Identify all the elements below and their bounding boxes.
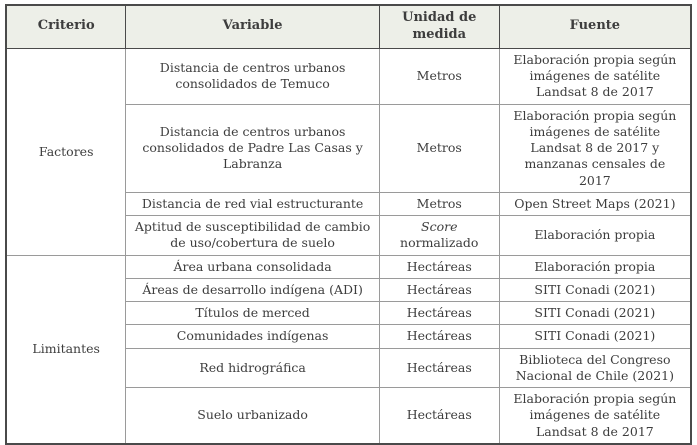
table-row	[6, 255, 691, 278]
fuente-cell: SITI Conadi (2021)	[499, 302, 691, 325]
unidad-cell: Hectáreas	[379, 348, 499, 388]
fuente-cell: Elaboración propia	[499, 255, 691, 278]
variable-cell: Distancia de red vial estructurante	[126, 192, 379, 215]
variable-cell: Suelo urbanizado	[126, 388, 379, 444]
criterio-cell: Limitantes	[6, 255, 126, 444]
table-row	[6, 48, 691, 104]
variable-cell: Área urbana consolidada	[126, 255, 379, 278]
fuente-cell: SITI Conadi (2021)	[499, 278, 691, 301]
column-header-criterio: Criterio	[6, 5, 126, 48]
unidad-cell: Hectáreas	[379, 325, 499, 348]
unidad-cell: Hectáreas	[379, 278, 499, 301]
column-header-unidad: Unidad de medida	[379, 5, 499, 48]
unidad-cell: Hectáreas	[379, 302, 499, 325]
variable-cell: Aptitud de susceptibilidad de cambio de uso/cobertura de suelo	[126, 216, 379, 256]
variable-cell: Áreas de desarrollo indígena (ADI)	[126, 278, 379, 301]
header-row	[6, 5, 691, 48]
column-header-fuente: Fuente	[499, 5, 691, 48]
variable-cell: Distancia de centros urbanos consolidados de Temuco	[126, 48, 379, 104]
fuente-cell: SITI Conadi (2021)	[499, 325, 691, 348]
unidad-cell: Metros	[379, 104, 499, 192]
unidad-cell: Metros	[379, 192, 499, 215]
variable-cell: Títulos de merced	[126, 302, 379, 325]
fuente-cell: Elaboración propia según imágenes de satélite Landsat 8 de 2017	[499, 388, 691, 444]
table-body	[6, 48, 691, 444]
column-header-variable: Variable	[126, 5, 379, 48]
criteria-table	[5, 4, 692, 445]
variable-cell: Distancia de centros urbanos consolidados de Padre Las Casas y Labranza	[126, 104, 379, 192]
unidad-cell: Hectáreas	[379, 255, 499, 278]
variable-cell: Comunidades indígenas	[126, 325, 379, 348]
unidad-cell: Score normalizado	[379, 216, 499, 256]
unidad-cell: Metros	[379, 48, 499, 104]
fuente-cell: Elaboración propia según imágenes de satélite Landsat 8 de 2017 y manzanas censales de 2017	[499, 104, 691, 192]
unidad-cell: Hectáreas	[379, 388, 499, 444]
fuente-cell: Elaboración propia	[499, 216, 691, 256]
variable-cell: Red hidrográfica	[126, 348, 379, 388]
fuente-cell: Open Street Maps (2021)	[499, 192, 691, 215]
table-header	[6, 5, 691, 48]
criterio-cell: Factores	[6, 48, 126, 255]
fuente-cell: Elaboración propia según imágenes de satélite Landsat 8 de 2017	[499, 48, 691, 104]
fuente-cell: Biblioteca del Congreso Nacional de Chile (2021)	[499, 348, 691, 388]
